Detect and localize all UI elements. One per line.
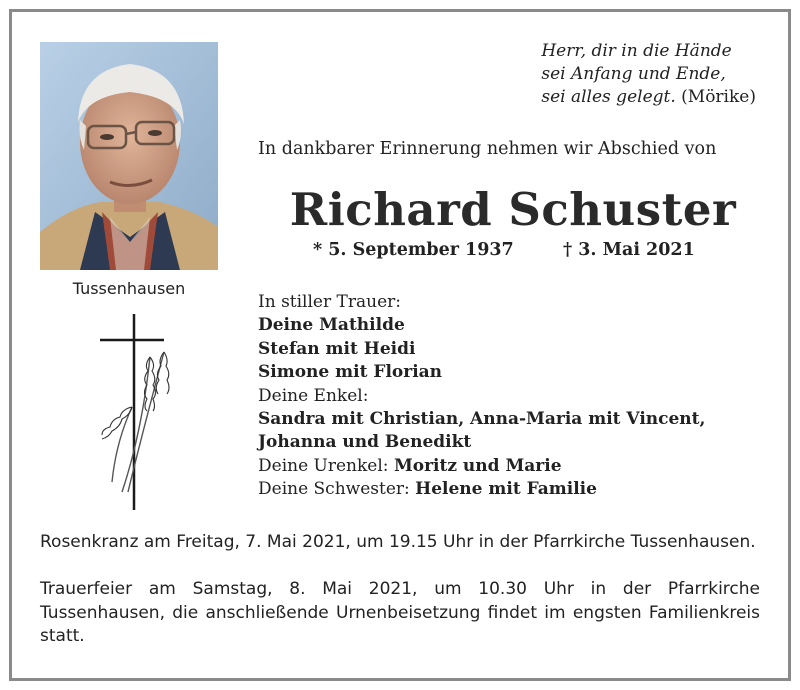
mourner-child: Stefan mit Heidi <box>258 338 416 359</box>
quote-line-with-author <box>541 86 756 109</box>
grandchildren-names: Sandra mit Christian, Anna-Maria mit Vincent, <box>258 409 706 430</box>
portrait-photo-icon <box>40 42 218 270</box>
mourner-child: Simone mit Florian <box>258 362 443 383</box>
great-grandchildren-names: Moritz und Marie <box>393 455 562 476</box>
death-date: † 3. Mai 2021 <box>563 240 695 260</box>
mourner-spouse: Deine Mathilde <box>258 315 405 336</box>
quote-block <box>541 40 756 109</box>
rosary-notice: Rosenkranz am Freitag, 7. Mai 2021, um 19.15 Uhr in der Pfarrkirche Tussenhausen. <box>40 532 756 552</box>
mourners-list <box>258 291 778 502</box>
great-grandchildren-label: Deine Urenkel: <box>258 455 389 476</box>
quote-line: sei alles gelegt. <box>541 87 676 107</box>
funeral-notice: Trauerfeier am Samstag, 8. Mai 2021, um 10.30 Uhr in der Pfarrkirche Tussenhausen, die anschließende Urnenbeisetzung findet im engsten Familienkreis statt. <box>40 579 760 646</box>
portrait-photo <box>40 42 218 270</box>
quote-line: sei Anfang und Ende, <box>541 64 726 84</box>
birth-date: * 5. September 1937 <box>313 240 514 260</box>
quote-author: (Mörike) <box>681 87 756 107</box>
intro-text: In dankbarer Erinnerung nehmen wir Abschied von <box>258 139 717 159</box>
sister-label: Deine Schwester: <box>258 479 410 500</box>
grandchildren-label: Deine Enkel: <box>258 385 369 406</box>
place-label: Tussenhausen <box>72 279 186 298</box>
mourners-heading: In stiller Trauer: <box>258 292 401 312</box>
sister-name: Helene mit Familie <box>415 479 597 500</box>
quote-line: Herr, dir in die Hände <box>541 41 732 61</box>
grandchildren-names: Johanna und Benedikt <box>258 432 472 453</box>
cross-with-wheat-icon <box>92 312 177 512</box>
deceased-name: Richard Schuster <box>289 183 737 236</box>
